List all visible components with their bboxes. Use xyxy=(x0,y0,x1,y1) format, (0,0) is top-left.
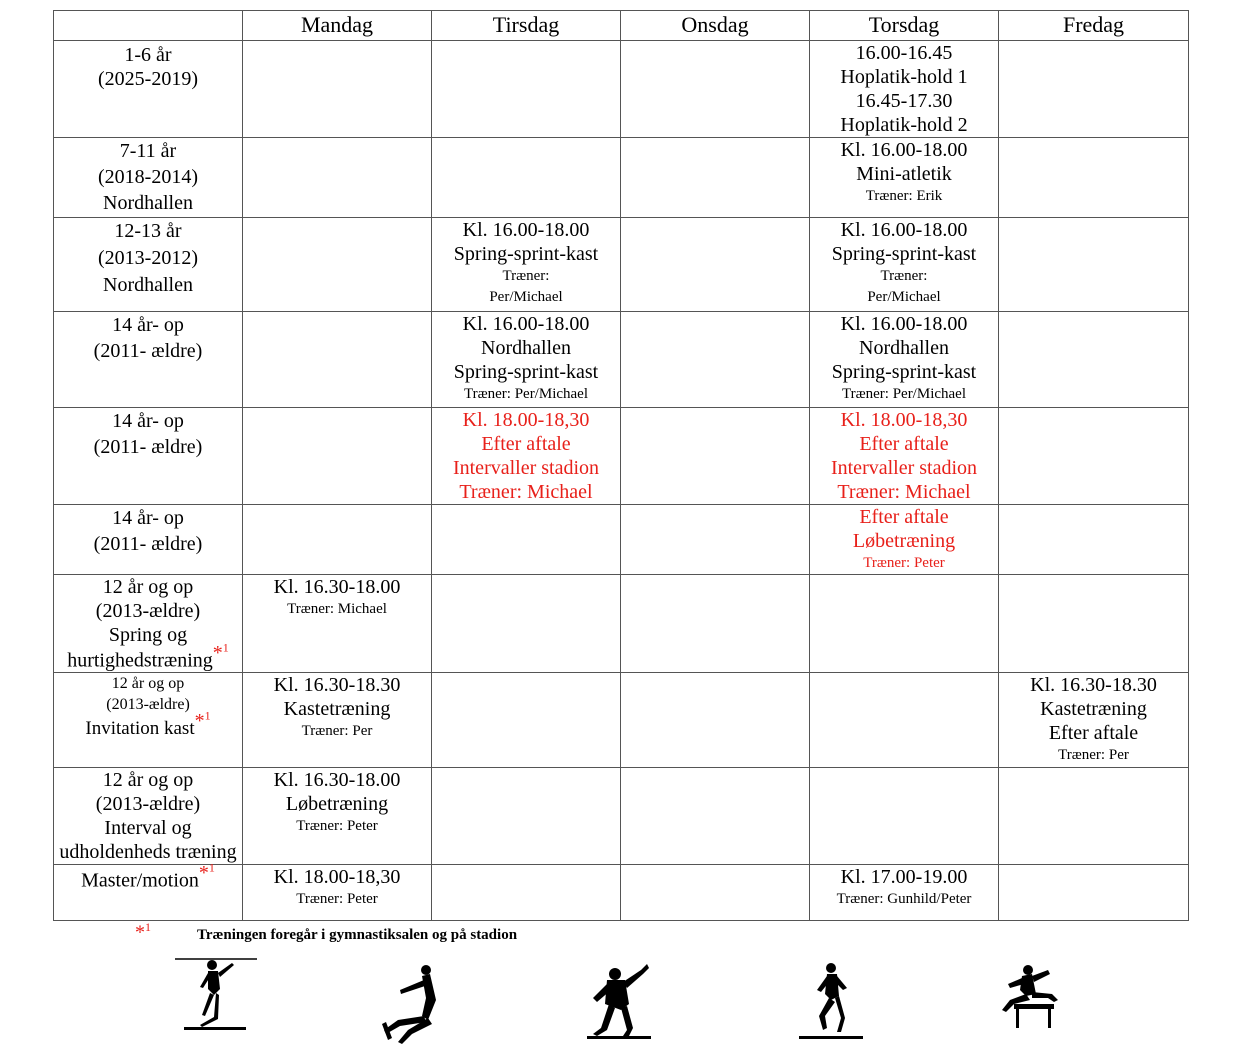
table-row xyxy=(54,505,1189,575)
age-cell: 14 år- op (2011- ældre) xyxy=(54,408,243,505)
table-row xyxy=(54,865,1189,921)
age-cell: 14 år- op (2011- ældre) xyxy=(54,312,243,408)
training-schedule-table xyxy=(53,10,1189,921)
schedule-cell: Kl. 18.00-18,30 Efter aftale Intervaller stadion Træner: Michael xyxy=(432,408,621,505)
schedule-cell: Kl. 16.00-18.00 Mini-atletik Træner: Erik xyxy=(810,138,999,218)
footnote-text: Træningen foregår i gymnastiksalen og på stadion xyxy=(197,927,518,943)
schedule-cell: Efter aftale Løbetræning Træner: Peter xyxy=(810,505,999,575)
age-cell: 12 år og op (2013-ældre) Interval og udholdenheds træning xyxy=(54,768,243,865)
table-row xyxy=(54,218,1189,312)
table-row xyxy=(54,41,1189,138)
javelin-thrower-icon xyxy=(172,955,262,1035)
table-row xyxy=(54,312,1189,408)
schedule-cell: Kl. 18.00-18,30 Efter aftale Intervaller stadion Træner: Michael xyxy=(810,408,999,505)
age-cell: 12 år og op (2013-ældre) Invitation kast$^{*^1}$ xyxy=(54,673,243,768)
table-row xyxy=(54,138,1189,218)
header-tirsdag: Tirsdag xyxy=(432,11,621,41)
header-onsdag: Onsdag xyxy=(621,11,810,41)
header-mandag: Mandag xyxy=(243,11,432,41)
schedule-cell: Kl. 16.00-18.00 Spring-sprint-kast Træner: Per/Michael xyxy=(432,218,621,312)
table-row xyxy=(54,408,1189,505)
footnote-marker: *$^1$ xyxy=(135,920,151,944)
schedule-cell: Kl. 16.30-18.30 Kastetræning Efter aftale Træner: Per xyxy=(999,673,1189,768)
sprinter-icon xyxy=(795,960,865,1042)
table-row xyxy=(54,575,1189,673)
age-cell: 12 år og op (2013-ældre) Spring og hurtighedstræning$^{*^1}$ xyxy=(54,575,243,673)
header-fredag: Fredag xyxy=(999,11,1189,41)
schedule-cell: Kl. 16.30-18.30 Kastetræning Træner: Per xyxy=(243,673,432,768)
schedule-cell: Kl. 18.00-18,30 Træner: Peter xyxy=(243,865,432,921)
schedule-cell: Kl. 16.00-18.00 Nordhallen Spring-sprint-kast Træner: Per/Michael xyxy=(810,312,999,408)
footnote-marker: *1 xyxy=(212,640,229,664)
header-blank xyxy=(54,11,243,41)
long-jumper-icon xyxy=(378,960,458,1050)
age-cell: 1-6 år (2025-2019) xyxy=(54,41,243,138)
schedule-cell: Kl. 17.00-19.00 Træner: Gunhild/Peter xyxy=(810,865,999,921)
footnote-marker: *1 xyxy=(194,708,211,732)
age-cell: 12-13 år (2013-2012) Nordhallen xyxy=(54,218,243,312)
hurdler-icon xyxy=(992,960,1064,1034)
header-row xyxy=(54,11,1189,41)
schedule-cell: Kl. 16.30-18.00 Træner: Michael xyxy=(243,575,432,673)
age-cell: Master/motion$^{*^1}$ xyxy=(54,865,243,921)
shot-putter-icon xyxy=(585,958,655,1042)
schedule-cell: 16.00-16.45 Hoplatik-hold 1 16.45-17.30 Hoplatik-hold 2 xyxy=(810,41,999,138)
schedule-cell: Kl. 16.00-18.00 Nordhallen Spring-sprint-kast Træner: Per/Michael xyxy=(432,312,621,408)
header-torsdag: Torsdag xyxy=(810,11,999,41)
age-cell: 7-11 år (2018-2014) Nordhallen xyxy=(54,138,243,218)
schedule-cell: Kl. 16.30-18.00 Løbetræning Træner: Peter xyxy=(243,768,432,865)
table-row xyxy=(54,673,1189,768)
footnote-marker: *1 xyxy=(198,860,215,884)
table-row xyxy=(54,768,1189,865)
schedule-cell: Kl. 16.00-18.00 Spring-sprint-kast Træner: Per/Michael xyxy=(810,218,999,312)
age-cell: 14 år- op (2011- ældre) xyxy=(54,505,243,575)
